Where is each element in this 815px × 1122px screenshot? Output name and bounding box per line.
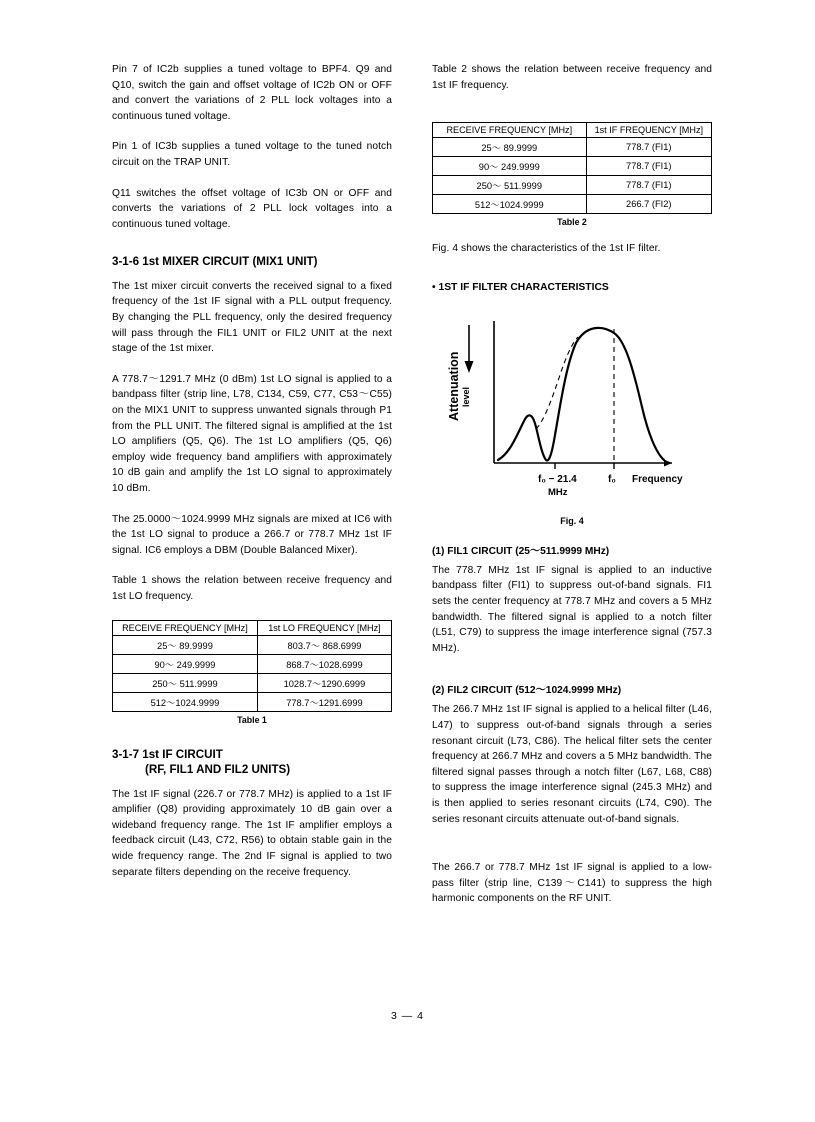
paragraph: Table 2 shows the relation between receive frequency and 1st IF frequency. [432,64,712,91]
table-cell: 868.7～1028.6999 [257,654,391,673]
table-row [113,692,392,711]
table-row [113,654,392,673]
paragraph: Pin 1 of IC3b supplies a tuned voltage to the tuned notch circuit on the TRAP UNIT. [112,141,392,168]
figure-title: • 1ST IF FILTER CHARACTERISTICS [432,281,609,293]
table-cell: 90～ 249.9999 [113,654,258,673]
table-cell: 25～ 89.9999 [113,635,258,654]
table-row [433,195,712,214]
table-cell: 512～1024.9999 [113,692,258,711]
table-row [433,138,712,157]
table-1-caption: Table 1 [237,714,267,725]
paragraph: The 25.0000～1024.9999 MHz signals are mixed at IC6 with the 1st LO signal to produce a 266.7 or 778.7 MHz 1st IF signal. IC6 employs a DBM (Double Balanced Mixer). [112,513,392,556]
table-row [113,635,392,654]
figure-caption: Fig. 4 [560,515,584,526]
table-row [433,176,712,195]
table-cell: 250～ 511.9999 [433,176,587,195]
table-cell: 1028.7～1290.6999 [257,673,391,692]
table-cell: 25～ 89.9999 [433,138,587,157]
svg-text:MHz: MHz [548,486,568,498]
right-column [432,62,712,922]
section-heading-line-1: 3-1-7 1st IF CIRCUIT [112,747,223,761]
paragraph: Pin 7 of IC2b supplies a tuned voltage to BPF4. Q9 and Q10, switch the gain and offset voltage of IC2b ON or OFF and convert the variations of 2 PLL lock voltages into a continuous tuned voltage. [112,64,392,122]
table-cell: 778.7 (FI1) [586,138,711,157]
svg-text:level: level [461,386,471,407]
left-column [112,62,392,895]
paragraph: Q11 switches the offset voltage of IC3b ON or OFF and converts the variations of 2 PLL lock voltages into a continuous tuned voltage. [112,187,392,230]
paragraph: Fig. 4 shows the characteristics of the 1st IF filter. [432,243,661,255]
table-header-cell: RECEIVE FREQUENCY [MHz] [113,620,258,635]
svg-text:f₀: f₀ [608,473,616,485]
paragraph: The 1st IF signal (226.7 or 778.7 MHz) is applied to a 1st IF amplifier (Q8) providing approximately 10 dB gain over a wideband frequency range. The 1st IF amplifier employs a feedback circuit (L43, C72, R56) to obtain stable gain in the wide frequency range. The 2nd IF signal is applied to two separate filters depending on the receive frequency. [112,788,392,878]
table-1-wrapper [112,620,392,725]
paragraph: The 778.7 MHz 1st IF signal is applied to an inductive bandpass filter (FI1) to suppress out-of-band signals. FI1 sets the center frequency at 778.7 MHz and covers a 5 MHz bandwidth. The filtered signal is applied to a notch filter (L51, C79) to suppress the image interference signal (757.3 MHz). [432,564,712,654]
svg-text:Frequency: Frequency [632,473,683,485]
table-2 [432,122,712,214]
table-row [433,157,712,176]
figure-1st-if-filter-characteristics [432,303,712,526]
table-header-cell: 1st IF FREQUENCY [MHz] [586,123,711,138]
two-column-layout [112,62,712,922]
paragraph: The 266.7 MHz 1st IF signal is applied to a helical filter (L46, L47) to suppress out-of-band signals through a series resonant circuit (L73, C86). The helical filter sets the center frequency at 266.7 MHz and covers a 5 MHz bandwidth. The filtered signal passes through a notch filter (L67, L68, C88) to suppress the image interference signal (245.3 MHz) and is then applied to series resonant circuits (L74, C90). The series resonant circuits attenuate out-of-band signals. [432,704,712,825]
table-cell: 803.7～ 868.6999 [257,635,391,654]
table-row [113,673,392,692]
page-number: 3 — 4 [390,1010,424,1022]
table-header-cell: 1st LO FREQUENCY [MHz] [257,620,391,635]
section-heading-3-1-7 [112,747,392,778]
table-header-cell: RECEIVE FREQUENCY [MHz] [433,123,587,138]
table-cell: 250～ 511.9999 [113,673,258,692]
subsection-heading-fil2: (2) FIL2 CIRCUIT (512～1024.9999 MHz) [432,685,622,697]
svg-text:Attenuation: Attenuation [447,351,461,421]
table-1 [112,620,392,712]
paragraph: A 778.7～1291.7 MHz (0 dBm) 1st LO signal is applied to a bandpass filter (strip line, L78, C134, C59, C77, C53～C55) on the MIX1 UNIT to suppress unwanted signals through P1 from the PLL UNIT. The filtered signal is amplified at the 1st LO amplifiers (Q5, Q6). The 1st LO amplifiers (Q5, Q6) employ wide frequency band amplifiers with approximately 10 dB gain and amplify the 1st LO signal to approximately 10 dBm. [112,373,392,494]
svg-text:f₀ − 21.4: f₀ − 21.4 [538,473,577,485]
paragraph: The 266.7 or 778.7 MHz 1st IF signal is applied to a low-pass filter (strip line, C139～C141) to suppress the high harmonic components on the RF UNIT. [432,862,712,905]
paragraph: The 1st mixer circuit converts the received signal to a fixed frequency of the 1st IF signal with a PLL output frequency. By changing the PLL frequency, only the desired frequency will pass through the FIL1 UNIT or FIL2 UNIT at the next stage of the 1st mixer. [112,280,392,355]
table-cell: 512～1024.9999 [433,195,587,214]
table-cell: 778.7～1291.6999 [257,692,391,711]
table-2-caption: Table 2 [557,217,587,228]
paragraph: Table 1 shows the relation between receive frequency and 1st LO frequency. [112,575,392,602]
table-header-row [433,123,712,138]
table-cell: 90～ 249.9999 [433,157,587,176]
table-header-row [113,620,392,635]
table-cell: 778.7 (FI1) [586,157,711,176]
table-cell: 266.7 (FI2) [586,195,711,214]
section-heading-line-2: (RF, FIL1 AND FIL2 UNITS) [145,763,291,777]
filter-response-plot [436,303,708,503]
table-cell: 778.7 (FI1) [586,176,711,195]
section-heading-3-1-6: 3-1-6 1st MIXER CIRCUIT (MIX1 UNIT) [112,255,318,269]
subsection-heading-fil1: (1) FIL1 CIRCUIT (25～511.9999 MHz) [432,545,610,557]
